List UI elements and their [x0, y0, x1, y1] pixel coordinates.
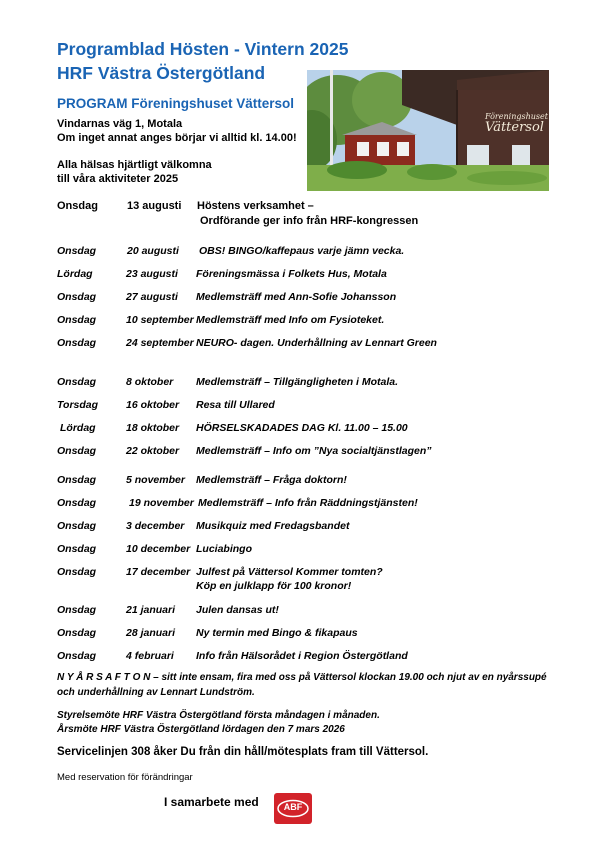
row-day: Torsdag — [57, 399, 99, 411]
row-day: Onsdag — [57, 627, 97, 639]
row-activity: Julfest på Vättersol Kommer tomten? — [196, 566, 383, 578]
row-day: Onsdag — [57, 543, 97, 555]
row-day: Onsdag — [57, 445, 97, 457]
row-day: Onsdag — [57, 291, 97, 303]
row-day: Onsdag — [57, 520, 97, 532]
row-activity: Julen dansas ut! — [196, 604, 279, 616]
abf-logo — [274, 793, 312, 824]
abf-logo-text: ABF — [283, 802, 303, 812]
row-day: Onsdag — [57, 474, 97, 486]
row-date: 16 oktober — [126, 399, 180, 411]
address: Vindarnas väg 1, Motala — [57, 118, 183, 130]
row-activity: Medlemsträff med Ann-Sofie Johansson — [196, 291, 397, 303]
start-time-note: Om inget annat anges börjar vi alltid kl. 14.00! — [57, 132, 297, 144]
row-date: 24 september — [126, 337, 194, 349]
annual-meeting-note: Årsmöte HRF Västra Östergötland lördagen den 7 mars 2026 — [57, 724, 345, 735]
row-day: Onsdag — [57, 604, 97, 616]
row-activity: Höstens verksamhet – — [197, 200, 314, 212]
organization-title: HRF Västra Östergötland — [57, 63, 266, 83]
row-activity-line-2: Köp en julklapp för 100 kronor! — [196, 580, 352, 592]
row-date: 23 augusti — [126, 268, 178, 280]
welcome-line-2: till våra aktiviteter 2025 — [57, 173, 179, 185]
row-activity: Medlemsträff – Info från Räddningstjänsten! — [198, 497, 418, 509]
row-day: Onsdag — [57, 200, 98, 212]
row-date: 10 september — [126, 314, 194, 326]
row-activity: Medlemsträff – Fråga doktorn! — [196, 474, 347, 486]
row-day: Lördag — [57, 268, 93, 280]
row-date: 8 oktober — [126, 376, 174, 388]
reservation-note: Med reservation för förändringar — [57, 772, 193, 783]
row-date: 4 februari — [126, 650, 174, 662]
row-activity-line-2: Ordförande ger info från HRF-kongressen — [200, 215, 419, 227]
board-meeting-note: Styrelsemöte HRF Västra Östergötland första måndagen i månaden. — [57, 710, 380, 721]
row-date: 21 januari — [126, 604, 176, 616]
row-activity: Föreningsmässa i Folkets Hus, Motala — [196, 268, 387, 280]
row-date: 27 augusti — [126, 291, 178, 303]
row-date: 3 december — [126, 520, 185, 532]
row-activity: Luciabingo — [196, 543, 252, 555]
row-day: Onsdag — [57, 314, 97, 326]
row-date: 17 december — [126, 566, 191, 578]
row-activity: Medlemsträff med Info om Fysioteket. — [196, 314, 385, 326]
row-activity: HÖRSELSKADADES DAG Kl. 11.00 – 15.00 — [196, 422, 408, 434]
row-activity: NEURO- dagen. Underhållning av Lennart Green — [196, 337, 437, 349]
row-activity: Musikquiz med Fredagsbandet — [196, 520, 350, 532]
row-date: 18 oktober — [126, 422, 180, 434]
program-subtitle: PROGRAM Föreningshuset Vättersol — [57, 96, 295, 111]
document-title: Programblad Hösten - Vintern 2025 — [57, 39, 349, 59]
row-date: 20 augusti — [127, 245, 179, 257]
row-activity: Medlemsträff – Tillgängligheten i Motala. — [196, 376, 399, 388]
row-activity: OBS! BINGO/kaffepaus varje jämn vecka. — [199, 245, 405, 257]
sign-text-line-2: Vättersol — [485, 120, 544, 135]
cooperation-label: I samarbete med — [164, 795, 259, 809]
venue-photo — [307, 70, 549, 191]
row-activity: Info från Hälsorådet i Region Östergötland — [196, 650, 408, 662]
row-date: 5 november — [126, 474, 185, 486]
row-day: Onsdag — [57, 650, 97, 662]
row-day: Onsdag — [57, 497, 97, 509]
service-line-note: Servicelinjen 308 åker Du från din håll/mötesplats fram till Vättersol. — [57, 746, 429, 758]
row-activity: Ny termin med Bingo & fikapaus — [196, 627, 358, 639]
row-date: 13 augusti — [127, 200, 182, 212]
row-day: Lördag — [60, 422, 96, 434]
row-day: Onsdag — [57, 337, 97, 349]
new-years-eve-note: N Y Å R S A F T O N – sitt inte ensam, fira med oss på Vättersol klockan 19.00 och njut av en nyårssupé och underhållning av Lennart Lundström. — [57, 672, 547, 698]
row-date: 19 november — [129, 497, 194, 509]
row-activity: Resa till Ullared — [196, 399, 275, 411]
row-day: Onsdag — [57, 376, 97, 388]
row-day: Onsdag — [57, 245, 97, 257]
welcome-line-1: Alla hälsas hjärtligt välkomna — [57, 159, 212, 171]
sign-text-line-1: Föreningshuset — [485, 112, 548, 121]
row-day: Onsdag — [57, 566, 97, 578]
row-date: 10 december — [126, 543, 191, 555]
row-date: 22 oktober — [126, 445, 180, 457]
row-date: 28 januari — [126, 627, 176, 639]
row-activity: Medlemsträff – Info om ”Nya socialtjänstlagen” — [196, 445, 432, 457]
